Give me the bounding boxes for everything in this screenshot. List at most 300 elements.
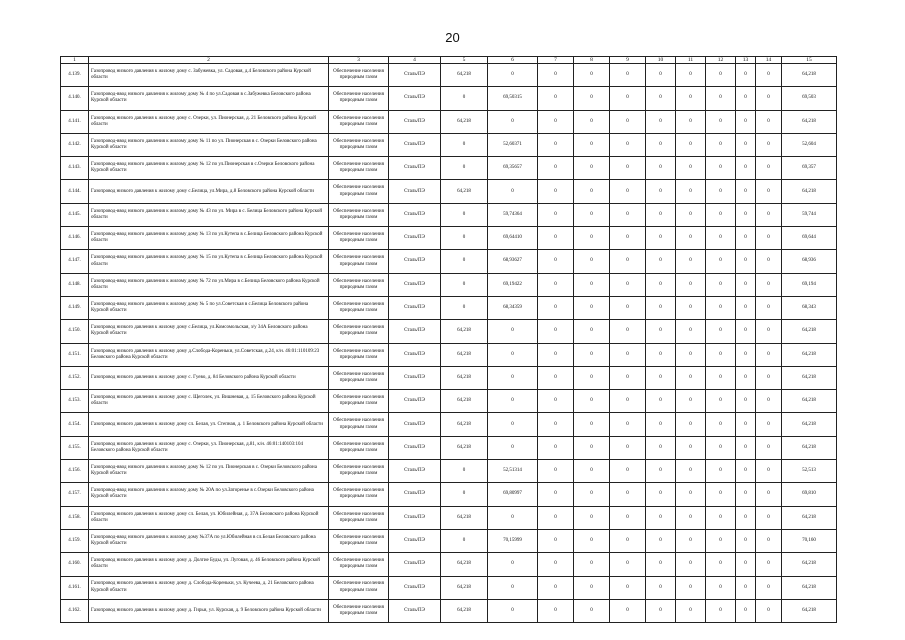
value-col-5: 64,218 xyxy=(441,343,488,366)
row-number: 4.144. xyxy=(61,180,89,203)
value-col-8: 0 xyxy=(574,157,610,180)
value-col-9: 0 xyxy=(610,460,646,483)
material-cell: Сталь/ПЭ xyxy=(389,483,441,506)
value-col-10: 0 xyxy=(646,64,676,87)
row-number: 4.141. xyxy=(61,110,89,133)
row-number: 4.155. xyxy=(61,436,89,459)
object-name: Газопровод-ввод низкого давления к жилому дому № 5 по ул.Советская в с.Белица Беловского района Курской области xyxy=(89,296,329,319)
table-row xyxy=(61,506,837,529)
value-col-6: 0 xyxy=(488,343,538,366)
value-col-12: 0 xyxy=(706,133,736,156)
value-col-7: 0 xyxy=(538,180,574,203)
value-col-10: 0 xyxy=(646,436,676,459)
value-col-14: 0 xyxy=(756,133,782,156)
object-name: Газопровод низкого давления к жилому дому с. Забужевка, ул. Садовая, д.4 Беловского района Курской области xyxy=(89,64,329,87)
total-cell: 64,218 xyxy=(782,553,837,576)
value-col-9: 0 xyxy=(610,576,646,599)
value-col-12: 0 xyxy=(706,320,736,343)
value-col-10: 0 xyxy=(646,483,676,506)
row-number: 4.161. xyxy=(61,576,89,599)
value-col-11: 0 xyxy=(676,436,706,459)
value-col-7: 0 xyxy=(538,320,574,343)
purpose-cell: Обеспечение населения природным газом xyxy=(329,157,389,180)
value-col-12: 0 xyxy=(706,203,736,226)
value-col-14: 0 xyxy=(756,296,782,319)
value-col-8: 0 xyxy=(574,87,610,110)
table-row xyxy=(61,390,837,413)
value-col-10: 0 xyxy=(646,529,676,552)
value-col-14: 0 xyxy=(756,203,782,226)
value-col-7: 0 xyxy=(538,390,574,413)
value-col-14: 0 xyxy=(756,110,782,133)
value-col-8: 0 xyxy=(574,343,610,366)
row-number: 4.140. xyxy=(61,87,89,110)
value-col-9: 0 xyxy=(610,436,646,459)
table-row xyxy=(61,157,837,180)
row-number: 4.157. xyxy=(61,483,89,506)
material-cell: Сталь/ПЭ xyxy=(389,390,441,413)
value-col-9: 0 xyxy=(610,64,646,87)
value-col-12: 0 xyxy=(706,273,736,296)
total-cell: 68,936 xyxy=(782,250,837,273)
value-col-8: 0 xyxy=(574,133,610,156)
table-row xyxy=(61,296,837,319)
value-col-7: 0 xyxy=(538,296,574,319)
value-col-8: 0 xyxy=(574,460,610,483)
value-col-5: 64,218 xyxy=(441,436,488,459)
row-number: 4.152. xyxy=(61,366,89,389)
value-col-8: 0 xyxy=(574,203,610,226)
purpose-cell: Обеспечение населения природным газом xyxy=(329,483,389,506)
value-col-12: 0 xyxy=(706,460,736,483)
value-col-9: 0 xyxy=(610,110,646,133)
material-cell: Сталь/ПЭ xyxy=(389,64,441,87)
value-col-5: 64,218 xyxy=(441,110,488,133)
row-number: 4.159. xyxy=(61,529,89,552)
column-number-header: 1 xyxy=(61,57,89,64)
value-col-5: 0 xyxy=(441,296,488,319)
column-number-header: 14 xyxy=(756,57,782,64)
value-col-9: 0 xyxy=(610,133,646,156)
total-cell: 64,218 xyxy=(782,180,837,203)
total-cell: 52,513 xyxy=(782,460,837,483)
value-col-5: 0 xyxy=(441,460,488,483)
value-col-7: 0 xyxy=(538,460,574,483)
value-col-10: 0 xyxy=(646,320,676,343)
value-col-7: 0 xyxy=(538,436,574,459)
column-number-header: 8 xyxy=(574,57,610,64)
value-col-11: 0 xyxy=(676,87,706,110)
table-row xyxy=(61,87,837,110)
value-col-6: 69,50315 xyxy=(488,87,538,110)
material-cell: Сталь/ПЭ xyxy=(389,110,441,133)
value-col-5: 0 xyxy=(441,87,488,110)
value-col-11: 0 xyxy=(676,157,706,180)
value-col-6: 68,34359 xyxy=(488,296,538,319)
value-col-13: 0 xyxy=(736,180,756,203)
column-number-header: 15 xyxy=(782,57,837,64)
value-col-14: 0 xyxy=(756,320,782,343)
total-cell: 69,810 xyxy=(782,483,837,506)
value-col-6: 69,35657 xyxy=(488,157,538,180)
value-col-9: 0 xyxy=(610,343,646,366)
material-cell: Сталь/ПЭ xyxy=(389,460,441,483)
value-col-10: 0 xyxy=(646,203,676,226)
row-number: 4.149. xyxy=(61,296,89,319)
value-col-10: 0 xyxy=(646,227,676,250)
value-col-10: 0 xyxy=(646,133,676,156)
table-body xyxy=(61,64,837,623)
value-col-8: 0 xyxy=(574,553,610,576)
column-number-header: 7 xyxy=(538,57,574,64)
value-col-9: 0 xyxy=(610,296,646,319)
value-col-13: 0 xyxy=(736,529,756,552)
object-name: Газопровод низкого давления к жилому дому сл. Белая, ул. Юбилейная, д. 37А Беловского района Курской области xyxy=(89,506,329,529)
value-col-8: 0 xyxy=(574,227,610,250)
table-row xyxy=(61,436,837,459)
value-col-10: 0 xyxy=(646,343,676,366)
value-col-6: 0 xyxy=(488,413,538,436)
purpose-cell: Обеспечение населения природным газом xyxy=(329,343,389,366)
total-cell: 52,604 xyxy=(782,133,837,156)
material-cell: Сталь/ПЭ xyxy=(389,599,441,622)
value-col-5: 0 xyxy=(441,250,488,273)
value-col-11: 0 xyxy=(676,227,706,250)
value-col-7: 0 xyxy=(538,483,574,506)
value-col-6: 0 xyxy=(488,180,538,203)
purpose-cell: Обеспечение населения природным газом xyxy=(329,296,389,319)
value-col-11: 0 xyxy=(676,296,706,319)
value-col-11: 0 xyxy=(676,64,706,87)
value-col-6: 69,80997 xyxy=(488,483,538,506)
total-cell: 64,218 xyxy=(782,599,837,622)
row-number: 4.156. xyxy=(61,460,89,483)
value-col-12: 0 xyxy=(706,296,736,319)
value-col-8: 0 xyxy=(574,296,610,319)
value-col-9: 0 xyxy=(610,390,646,413)
column-number-header: 12 xyxy=(706,57,736,64)
value-col-14: 0 xyxy=(756,227,782,250)
value-col-12: 0 xyxy=(706,553,736,576)
purpose-cell: Обеспечение населения природным газом xyxy=(329,366,389,389)
value-col-6: 0 xyxy=(488,320,538,343)
value-col-14: 0 xyxy=(756,599,782,622)
value-col-9: 0 xyxy=(610,250,646,273)
table-row xyxy=(61,273,837,296)
value-col-5: 64,218 xyxy=(441,599,488,622)
value-col-6: 0 xyxy=(488,436,538,459)
value-col-8: 0 xyxy=(574,64,610,87)
value-col-7: 0 xyxy=(538,157,574,180)
row-number: 4.139. xyxy=(61,64,89,87)
value-col-13: 0 xyxy=(736,320,756,343)
value-col-14: 0 xyxy=(756,483,782,506)
object-name: Газопровод-ввод низкого давления к жилому дому № 43 по ул. Мира в с. Белица Беловского района Курской области xyxy=(89,203,329,226)
purpose-cell: Обеспечение населения природным газом xyxy=(329,390,389,413)
object-name: Газопровод-ввод низкого давления к жилому дому № 4 по ул.Садовая в с.Забужевка Беловского района Курской области xyxy=(89,87,329,110)
value-col-5: 0 xyxy=(441,157,488,180)
material-cell: Сталь/ПЭ xyxy=(389,203,441,226)
column-number-header: 4 xyxy=(389,57,441,64)
purpose-cell: Обеспечение населения природным газом xyxy=(329,436,389,459)
material-cell: Сталь/ПЭ xyxy=(389,413,441,436)
column-number-header: 3 xyxy=(329,57,389,64)
material-cell: Сталь/ПЭ xyxy=(389,366,441,389)
material-cell: Сталь/ПЭ xyxy=(389,273,441,296)
total-cell: 64,218 xyxy=(782,413,837,436)
value-col-10: 0 xyxy=(646,576,676,599)
object-name: Газопровод низкого давления к жилому дому д. Слобода-Кореньки, ул. Кучеева, д. 21 Беловского района Курской области xyxy=(89,576,329,599)
value-col-8: 0 xyxy=(574,529,610,552)
value-col-6: 52,51314 xyxy=(488,460,538,483)
value-col-8: 0 xyxy=(574,273,610,296)
material-cell: Сталь/ПЭ xyxy=(389,529,441,552)
table-row xyxy=(61,343,837,366)
value-col-13: 0 xyxy=(736,366,756,389)
value-col-5: 64,218 xyxy=(441,506,488,529)
value-col-7: 0 xyxy=(538,110,574,133)
purpose-cell: Обеспечение населения природным газом xyxy=(329,203,389,226)
value-col-14: 0 xyxy=(756,157,782,180)
value-col-11: 0 xyxy=(676,460,706,483)
value-col-12: 0 xyxy=(706,343,736,366)
value-col-13: 0 xyxy=(736,483,756,506)
value-col-5: 64,218 xyxy=(441,553,488,576)
value-col-13: 0 xyxy=(736,390,756,413)
material-cell: Сталь/ПЭ xyxy=(389,250,441,273)
value-col-13: 0 xyxy=(736,460,756,483)
value-col-5: 64,218 xyxy=(441,576,488,599)
value-col-5: 64,218 xyxy=(441,413,488,436)
page-number: 20 xyxy=(445,30,460,45)
total-cell: 59,744 xyxy=(782,203,837,226)
value-col-5: 0 xyxy=(441,203,488,226)
value-col-6: 0 xyxy=(488,64,538,87)
value-col-14: 0 xyxy=(756,390,782,413)
table-row xyxy=(61,180,837,203)
row-number: 4.143. xyxy=(61,157,89,180)
row-number: 4.147. xyxy=(61,250,89,273)
value-col-9: 0 xyxy=(610,413,646,436)
row-number: 4.162. xyxy=(61,599,89,622)
value-col-14: 0 xyxy=(756,87,782,110)
value-col-13: 0 xyxy=(736,273,756,296)
value-col-9: 0 xyxy=(610,483,646,506)
table-row xyxy=(61,553,837,576)
purpose-cell: Обеспечение населения природным газом xyxy=(329,250,389,273)
object-name: Газопровод низкого давления к жилому дому д. Долгие Буды, ул. Луговая, д. 46 Беловского района Курской области xyxy=(89,553,329,576)
value-col-5: 0 xyxy=(441,227,488,250)
value-col-6: 69,19422 xyxy=(488,273,538,296)
purpose-cell: Обеспечение населения природным газом xyxy=(329,227,389,250)
value-col-13: 0 xyxy=(736,64,756,87)
row-number: 4.153. xyxy=(61,390,89,413)
value-col-7: 0 xyxy=(538,203,574,226)
table-row xyxy=(61,64,837,87)
total-cell: 64,218 xyxy=(782,506,837,529)
column-number-header: 5 xyxy=(441,57,488,64)
value-col-10: 0 xyxy=(646,110,676,133)
value-col-14: 0 xyxy=(756,506,782,529)
total-cell: 69,503 xyxy=(782,87,837,110)
value-col-6: 0 xyxy=(488,110,538,133)
value-col-8: 0 xyxy=(574,320,610,343)
material-cell: Сталь/ПЭ xyxy=(389,180,441,203)
value-col-12: 0 xyxy=(706,157,736,180)
value-col-12: 0 xyxy=(706,599,736,622)
object-name: Газопровод низкого давления к жилому дому с.Белица, ул.Комсомольская, з/у 34А Беловского района Курской области xyxy=(89,320,329,343)
value-col-12: 0 xyxy=(706,390,736,413)
value-col-9: 0 xyxy=(610,273,646,296)
object-name: Газопровод низкого давления к жилому дому с. Озерки, ул. Пионерская, д. 21 Беловского района Курской области xyxy=(89,110,329,133)
value-col-9: 0 xyxy=(610,320,646,343)
table-row xyxy=(61,483,837,506)
value-col-11: 0 xyxy=(676,110,706,133)
value-col-7: 0 xyxy=(538,64,574,87)
value-col-6: 0 xyxy=(488,576,538,599)
value-col-14: 0 xyxy=(756,64,782,87)
data-table xyxy=(60,56,837,623)
object-name: Газопровод-ввод низкого давления к жилому дому № 20А по ул.Заторенье в с.Озерки Беловского района Курской области xyxy=(89,483,329,506)
object-name: Газопровод-ввод низкого давления к жилому дому № 11 по ул. Пионерская в с. Озерки Беловского района Курской области xyxy=(89,133,329,156)
value-col-14: 0 xyxy=(756,460,782,483)
value-col-5: 0 xyxy=(441,529,488,552)
object-name: Газопровод низкого давления к жилому дому с.Белица, ул.Мира, д.8 Беловского района Курской области xyxy=(89,180,329,203)
value-col-12: 0 xyxy=(706,576,736,599)
value-col-13: 0 xyxy=(736,506,756,529)
value-col-13: 0 xyxy=(736,133,756,156)
value-col-10: 0 xyxy=(646,553,676,576)
value-col-11: 0 xyxy=(676,203,706,226)
value-col-13: 0 xyxy=(736,436,756,459)
value-col-12: 0 xyxy=(706,529,736,552)
value-col-12: 0 xyxy=(706,506,736,529)
value-col-10: 0 xyxy=(646,366,676,389)
value-col-7: 0 xyxy=(538,133,574,156)
row-number: 4.160. xyxy=(61,553,89,576)
object-name: Газопровод низкого давления к жилому дому д. Гирьи, ул. Курская, д. 9 Беловского района Курской области xyxy=(89,599,329,622)
table-row xyxy=(61,320,837,343)
total-cell: 69,644 xyxy=(782,227,837,250)
value-col-12: 0 xyxy=(706,366,736,389)
row-number: 4.146. xyxy=(61,227,89,250)
object-name: Газопровод низкого давления к жилому дому д.Слобода-Кореньки, ул.Советская, д.24, к/н. 46:01:110109:23 Беловского района Курской области xyxy=(89,343,329,366)
value-col-7: 0 xyxy=(538,553,574,576)
material-cell: Сталь/ПЭ xyxy=(389,506,441,529)
value-col-11: 0 xyxy=(676,343,706,366)
purpose-cell: Обеспечение населения природным газом xyxy=(329,64,389,87)
material-cell: Сталь/ПЭ xyxy=(389,320,441,343)
value-col-9: 0 xyxy=(610,227,646,250)
material-cell: Сталь/ПЭ xyxy=(389,436,441,459)
value-col-11: 0 xyxy=(676,553,706,576)
value-col-10: 0 xyxy=(646,180,676,203)
value-col-8: 0 xyxy=(574,110,610,133)
value-col-10: 0 xyxy=(646,506,676,529)
total-cell: 69,194 xyxy=(782,273,837,296)
value-col-6: 52,60371 xyxy=(488,133,538,156)
value-col-14: 0 xyxy=(756,273,782,296)
value-col-5: 64,218 xyxy=(441,390,488,413)
value-col-13: 0 xyxy=(736,553,756,576)
value-col-11: 0 xyxy=(676,133,706,156)
purpose-cell: Обеспечение населения природным газом xyxy=(329,110,389,133)
value-col-5: 64,218 xyxy=(441,180,488,203)
material-cell: Сталь/ПЭ xyxy=(389,553,441,576)
object-name: Газопровод-ввод низкого давления к жилому дому № 12 по ул. Пионерская в с. Озерки Беловского района Курской области xyxy=(89,460,329,483)
value-col-7: 0 xyxy=(538,227,574,250)
value-col-9: 0 xyxy=(610,180,646,203)
value-col-9: 0 xyxy=(610,366,646,389)
purpose-cell: Обеспечение населения природным газом xyxy=(329,599,389,622)
value-col-10: 0 xyxy=(646,413,676,436)
total-cell: 64,218 xyxy=(782,110,837,133)
value-col-10: 0 xyxy=(646,599,676,622)
column-number-row xyxy=(61,57,837,64)
value-col-13: 0 xyxy=(736,110,756,133)
value-col-13: 0 xyxy=(736,413,756,436)
table-row xyxy=(61,366,837,389)
value-col-11: 0 xyxy=(676,413,706,436)
value-col-11: 0 xyxy=(676,250,706,273)
value-col-7: 0 xyxy=(538,529,574,552)
value-col-13: 0 xyxy=(736,343,756,366)
value-col-5: 64,218 xyxy=(441,366,488,389)
table-row xyxy=(61,576,837,599)
total-cell: 64,218 xyxy=(782,366,837,389)
object-name: Газопровод низкого давления к жилому дому с. Гуево, д. 84 Беловского района Курской области xyxy=(89,366,329,389)
value-col-12: 0 xyxy=(706,87,736,110)
value-col-14: 0 xyxy=(756,529,782,552)
value-col-14: 0 xyxy=(756,366,782,389)
value-col-5: 64,218 xyxy=(441,320,488,343)
object-name: Газопровод низкого давления к жилому дому с. Озерки, ул. Пионерская, д.81, к/н. 46:01:140103:104 Беловского района Курской области xyxy=(89,436,329,459)
column-number-header: 13 xyxy=(736,57,756,64)
purpose-cell: Обеспечение населения природным газом xyxy=(329,529,389,552)
value-col-9: 0 xyxy=(610,157,646,180)
value-col-8: 0 xyxy=(574,180,610,203)
value-col-7: 0 xyxy=(538,599,574,622)
total-cell: 64,218 xyxy=(782,64,837,87)
value-col-14: 0 xyxy=(756,343,782,366)
value-col-8: 0 xyxy=(574,599,610,622)
value-col-8: 0 xyxy=(574,506,610,529)
table-row xyxy=(61,203,837,226)
value-col-13: 0 xyxy=(736,203,756,226)
column-number-header: 11 xyxy=(676,57,706,64)
row-number: 4.154. xyxy=(61,413,89,436)
table-row xyxy=(61,599,837,622)
purpose-cell: Обеспечение населения природным газом xyxy=(329,413,389,436)
object-name: Газопровод-ввод низкого давления к жилому дому № 12 по ул.Пионерская в с.Озерки Беловского района Курской области xyxy=(89,157,329,180)
value-col-7: 0 xyxy=(538,250,574,273)
table-row xyxy=(61,413,837,436)
total-cell: 64,218 xyxy=(782,390,837,413)
value-col-13: 0 xyxy=(736,296,756,319)
value-col-13: 0 xyxy=(736,157,756,180)
value-col-12: 0 xyxy=(706,227,736,250)
value-col-8: 0 xyxy=(574,436,610,459)
table-row xyxy=(61,460,837,483)
value-col-6: 69,64410 xyxy=(488,227,538,250)
value-col-5: 64,218 xyxy=(441,64,488,87)
value-col-13: 0 xyxy=(736,250,756,273)
total-cell: 70,160 xyxy=(782,529,837,552)
value-col-8: 0 xyxy=(574,483,610,506)
value-col-12: 0 xyxy=(706,110,736,133)
value-col-9: 0 xyxy=(610,87,646,110)
value-col-6: 0 xyxy=(488,599,538,622)
